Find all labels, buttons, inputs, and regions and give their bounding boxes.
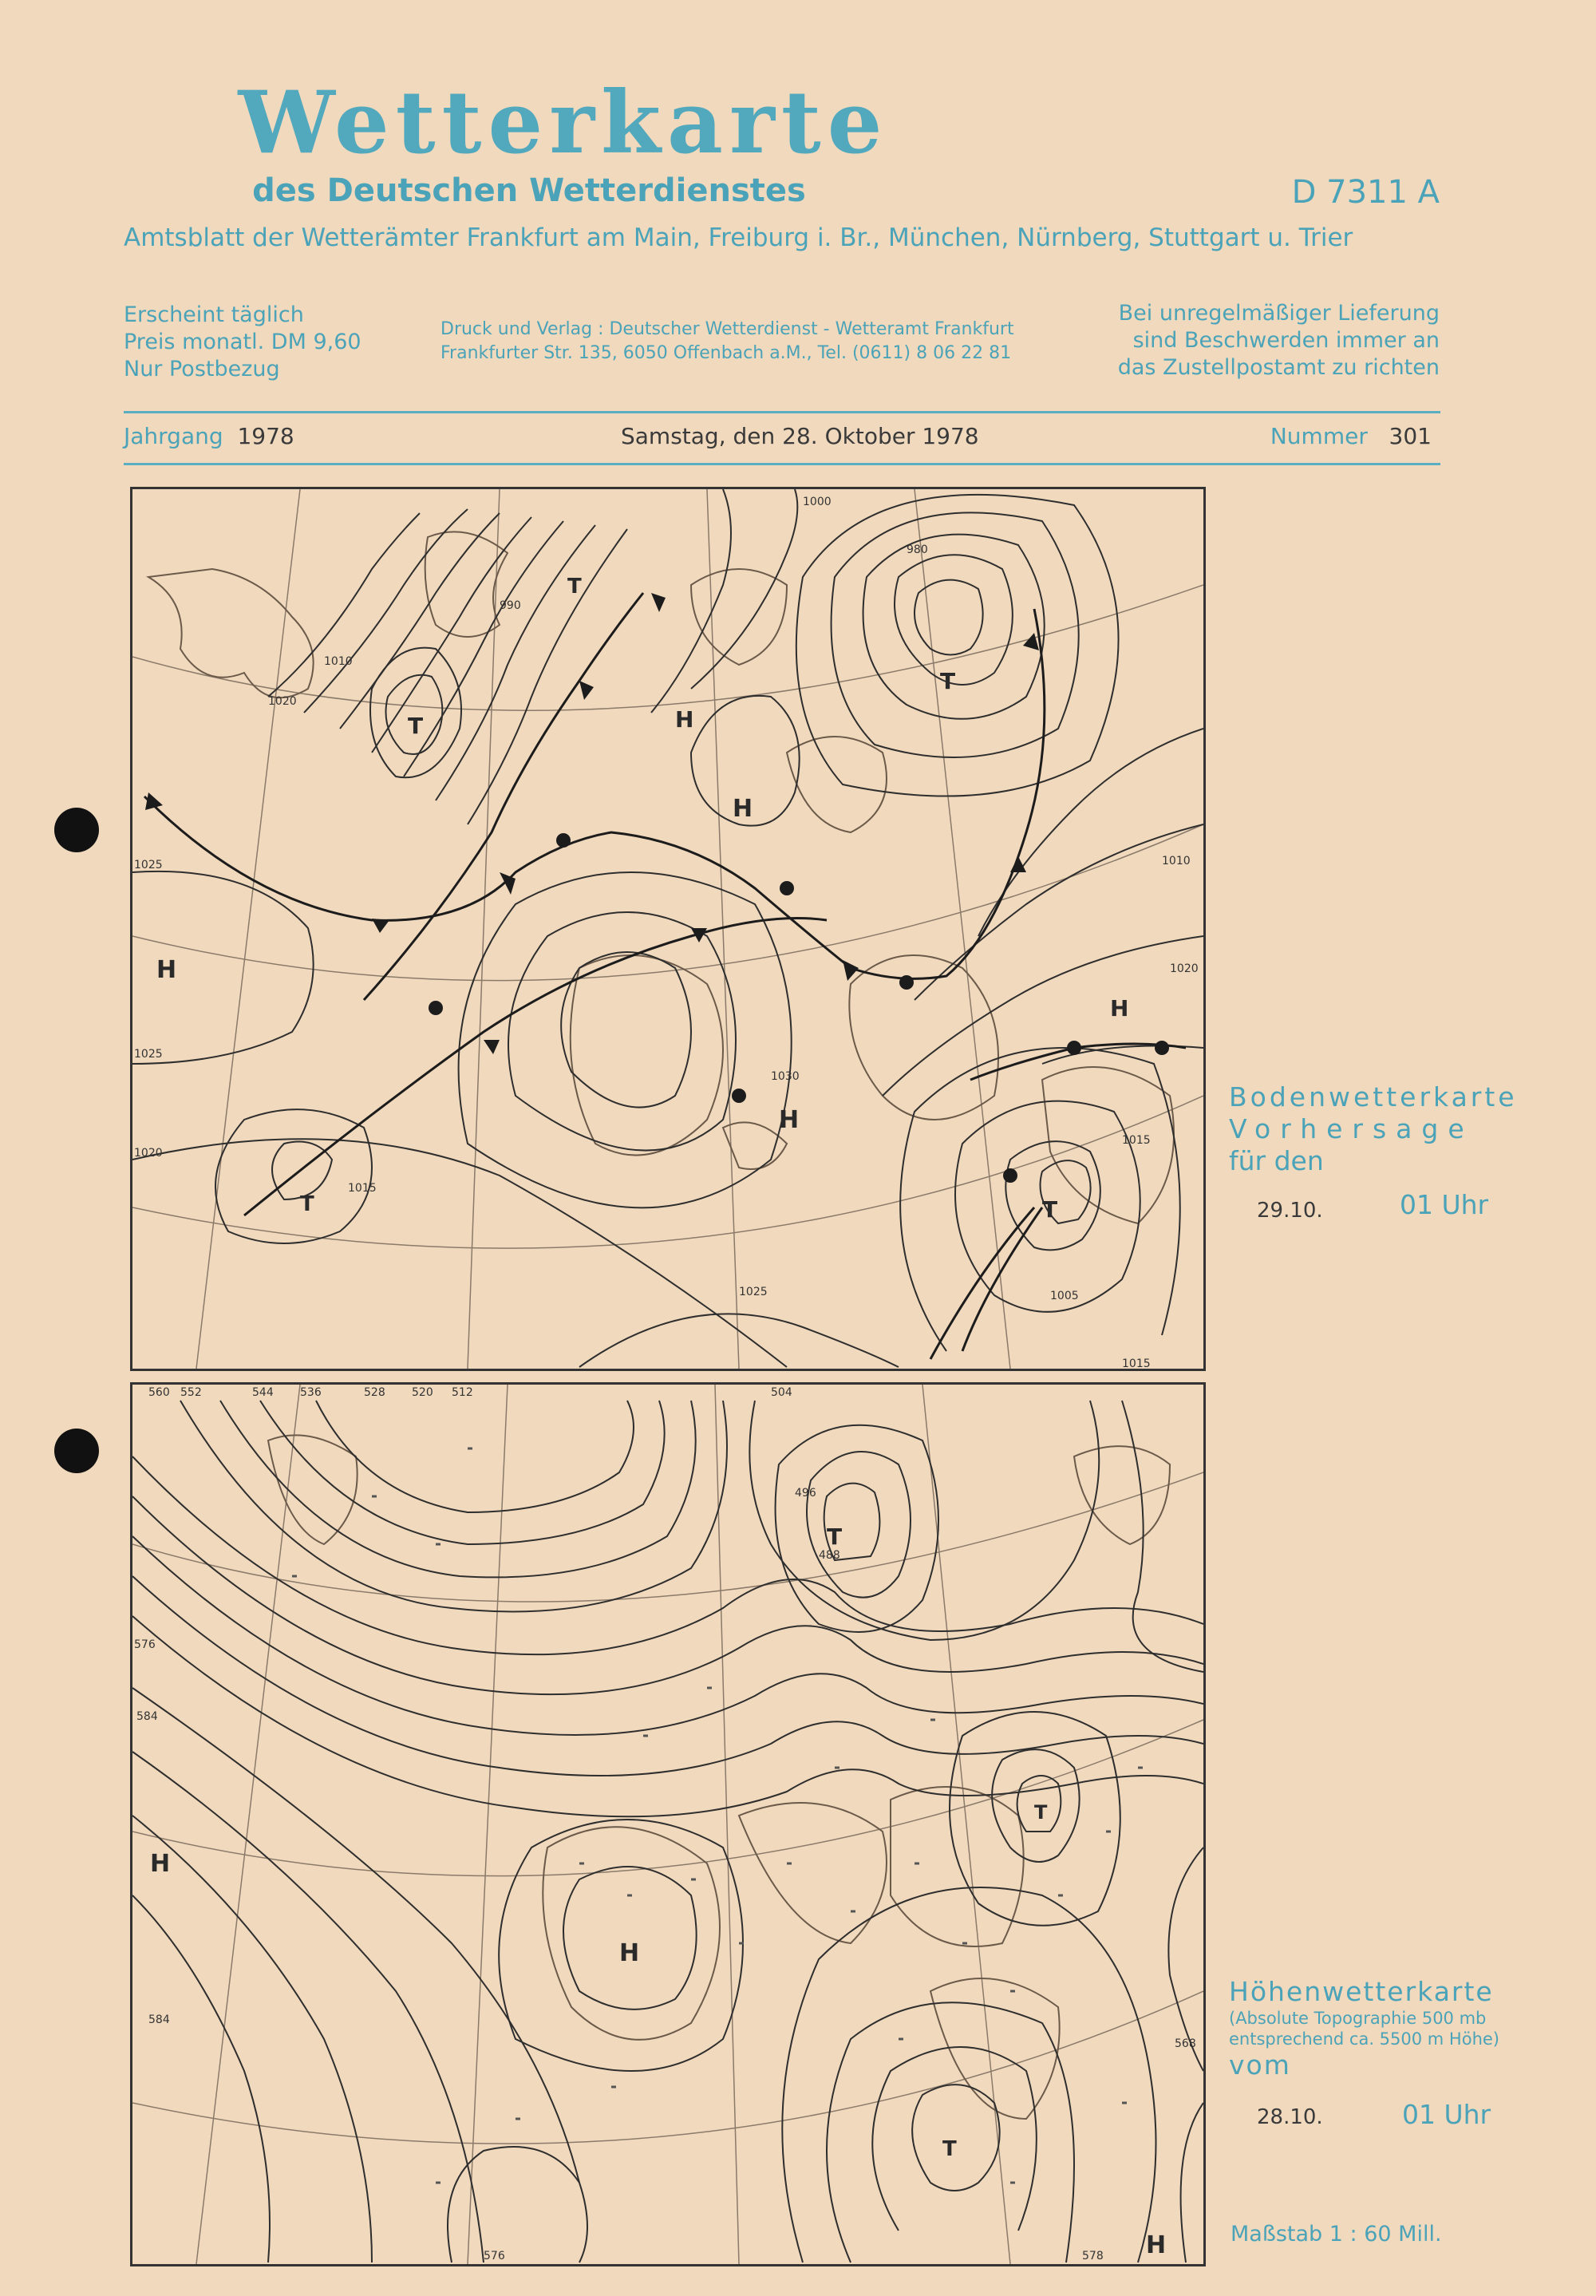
low-label: T	[300, 1192, 314, 1216]
surface-map-caption	[1229, 1081, 1518, 1177]
station-plots	[292, 1448, 1143, 2183]
contour-value: 578	[1082, 2250, 1104, 2262]
surface-map-time: 01 Uhr	[1400, 1189, 1489, 1220]
info-left-line: Erscheint täglich	[124, 302, 304, 327]
info-right-line: sind Beschwerden immer an	[1132, 328, 1440, 353]
low-label: T	[1042, 1196, 1058, 1223]
isobar-value: 1025	[739, 1286, 768, 1298]
contour-value: 544	[252, 1386, 274, 1399]
contour-value: 512	[452, 1386, 473, 1399]
low-label: T	[408, 713, 424, 739]
isobars	[132, 489, 1203, 1367]
isobar-value: 990	[500, 599, 521, 612]
upper-map-drawing	[132, 1385, 1203, 2264]
header-rule-bottom	[124, 463, 1440, 465]
punch-hole	[54, 808, 99, 852]
map-graticule	[132, 489, 1203, 1369]
surface-map-drawing	[132, 489, 1203, 1369]
info-left-line: Preis monatl. DM 9,60	[124, 330, 361, 354]
upper-map-date: 28.10.	[1257, 2105, 1323, 2129]
caption-topography: (Absolute Topographie 500 mb	[1229, 2009, 1487, 2028]
contour-value: 488	[819, 1549, 840, 1562]
high-label: H	[156, 956, 177, 984]
contour-value: 536	[300, 1386, 322, 1399]
contour-value: 584	[136, 1710, 158, 1723]
isobar-value: 1025	[134, 1048, 163, 1061]
info-center-line: Frankfurter Str. 135, 6050 Offenbach a.M., Tel. (0611) 8 06 22 81	[440, 343, 1012, 363]
high-label: H	[150, 1850, 171, 1878]
isobar-value: 1005	[1050, 1290, 1079, 1302]
contour-value: 496	[795, 1487, 816, 1500]
caption-for: für den	[1229, 1145, 1324, 1176]
contour-value: 584	[148, 2013, 170, 2026]
newspaper-subtitle: des Deutschen Wetterdienstes	[252, 172, 806, 209]
isobar-value: 1020	[268, 695, 297, 708]
info-center-line: Druck und Verlag : Deutscher Wetterdienst - Wetteramt Frankfurt	[440, 319, 1014, 339]
isobar-value: 1015	[348, 1182, 377, 1195]
upper-air-weather-map	[130, 1382, 1206, 2266]
info-right-block	[1118, 300, 1440, 381]
coastlines	[148, 532, 1174, 1223]
issue-date-text: Samstag, den 28. Oktober 1978	[621, 423, 979, 449]
nummer-label: Nummer	[1270, 423, 1368, 449]
isobar-value: 1010	[324, 655, 353, 668]
upper-map-time: 01 Uhr	[1402, 2099, 1491, 2130]
low-label: T	[942, 2137, 957, 2161]
contour-value: 576	[134, 1638, 156, 1651]
map-scale: Maßstab 1 : 60 Mill.	[1231, 2222, 1442, 2247]
high-label: H	[619, 1939, 640, 1967]
upper-map-caption	[1229, 1976, 1499, 2081]
jahrgang	[124, 423, 294, 449]
high-label: H	[733, 795, 753, 823]
isobar-value: 1025	[134, 859, 163, 871]
isobar-value: 1010	[1162, 855, 1191, 867]
low-label: T	[567, 575, 582, 599]
isobar-value: 1030	[771, 1070, 800, 1083]
info-center-block	[440, 318, 1014, 366]
punch-hole	[54, 1429, 99, 1473]
high-label: H	[1146, 2231, 1167, 2259]
jahrgang-value: 1978	[237, 423, 294, 449]
isobar-values	[134, 496, 1199, 1369]
caption-height: entsprechend ca. 5500 m Höhe)	[1229, 2029, 1499, 2049]
front-markers	[145, 593, 1169, 1183]
high-label: H	[675, 706, 694, 733]
info-right-line: Bei unregelmäßiger Lieferung	[1118, 301, 1440, 326]
isobar-value: 1020	[134, 1147, 163, 1160]
amtsblatt-line: Amtsblatt der Wetterämter Frankfurt am Main, Freiburg i. Br., München, Nürnberg, Stuttgart u. Trier	[124, 223, 1353, 252]
high-label: H	[779, 1106, 800, 1134]
header-rule-top	[124, 411, 1440, 413]
info-left-block	[124, 302, 361, 383]
caption-forecast: Vorhersage	[1229, 1113, 1474, 1144]
info-right-line: das Zustellpostamt zu richten	[1117, 355, 1440, 380]
low-label: T	[827, 1523, 843, 1550]
contour-value: 552	[180, 1386, 202, 1399]
fronts	[144, 593, 1186, 1359]
nummer	[1270, 423, 1432, 449]
caption-title: Höhenwetterkarte	[1229, 1976, 1494, 2007]
high-label: H	[1110, 995, 1129, 1022]
contour-value: 576	[484, 2250, 505, 2262]
contours	[132, 1401, 1203, 2262]
info-left-line: Nur Postbezug	[124, 357, 280, 381]
isobar-value: 1020	[1170, 962, 1199, 975]
isobar-value: 1015	[1122, 1134, 1151, 1147]
jahrgang-label: Jahrgang	[124, 423, 223, 449]
low-label: T	[1034, 1801, 1048, 1824]
low-label: T	[940, 668, 956, 694]
publication-code: D 7311 A	[1291, 174, 1440, 211]
newspaper-title: Wetterkarte	[238, 73, 889, 173]
surface-weather-map	[130, 487, 1206, 1371]
contour-value: 504	[771, 1386, 792, 1399]
contour-value: 560	[148, 1386, 170, 1399]
isobar-value: 1000	[803, 496, 832, 508]
contour-value: 528	[364, 1386, 385, 1399]
nummer-value: 301	[1389, 423, 1432, 449]
caption-title: Bodenwetterkarte	[1229, 1081, 1518, 1112]
issue-date	[621, 423, 979, 449]
isobar-value: 980	[907, 543, 928, 556]
pressure-centers	[150, 1523, 1166, 2259]
surface-map-date: 29.10.	[1257, 1199, 1323, 1223]
contour-value: 520	[412, 1386, 433, 1399]
isobar-value: 1015	[1122, 1357, 1151, 1369]
contour-value: 568	[1175, 2037, 1196, 2050]
caption-from: vom	[1229, 2049, 1291, 2081]
